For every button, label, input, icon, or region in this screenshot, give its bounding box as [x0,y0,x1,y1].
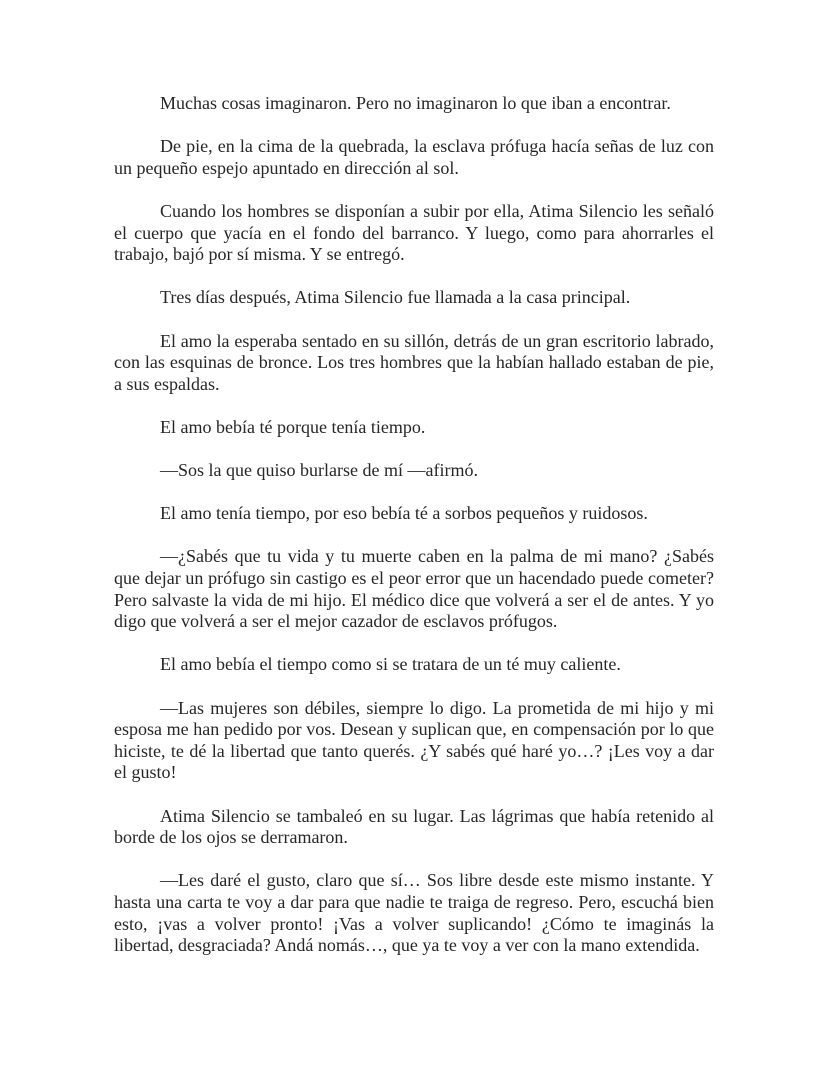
paragraph: Tres días después, Atima Silencio fue llamada a la casa principal. [160,287,631,308]
paragraph: Cuando los hombres se disponían a subir por ella, Atima Silencio les señaló el cuerpo que yacía en el fondo del barranco. Y luego, como para ahorrarles el trabajo, bajó por sí misma. Y se entregó. [114,200,714,265]
text-block [114,93,714,957]
paragraph-dialogue: —Les daré el gusto, claro que sí… Sos libre desde este mismo instante. Y hasta una carta te voy a dar para que nadie te traiga de regreso. Pero, escuchá bien esto, ¡vas a volver pronto! ¡Vas a volver suplicando! ¿Cómo te imaginás la libertad, desgraciada? Andá nomás…, que ya te voy a ver con la mano extendida. [114,870,714,956]
paragraph: El amo la esperaba sentado en su sillón, detrás de un gran escritorio labrado, con las esquinas de bronce. Los tres hombres que la habían hallado estaban de pie, a sus espaldas. [114,330,714,394]
paragraph-dialogue: —Las mujeres son débiles, siempre lo digo. La prometida de mi hijo y mi esposa me han pedido por vos. Desean y suplican que, en compensación por lo que hiciste, te dé la libertad que tanto querés. ¿Y sabés qué haré yo…? ¡Les voy a dar el gusto! [114,697,714,783]
paragraph: El amo bebía el tiempo como si se tratara de un té muy caliente. [160,654,621,675]
paragraph: Muchas cosas imaginaron. Pero no imaginaron lo que iban a encontrar. [160,93,671,113]
paragraph-dialogue: —¿Sabés que tu vida y tu muerte caben en la palma de mi mano? ¿Sabés que dejar un prófugo sin castigo es el peor error que un hacendado puede cometer? Pero salvaste la vida de mi hijo. El médico dice que volverá a ser el de antes. Y yo digo que volverá a ser el mejor cazador de esclavos prófugos. [114,546,714,632]
paragraph-dialogue: —Sos la que quiso burlarse de mí —afirmó. [160,460,478,481]
paragraph: De pie, en la cima de la quebrada, la esclava prófuga hacía señas de luz con un pequeño espejo apuntado en dirección al sol. [114,136,714,178]
paragraph: El amo tenía tiempo, por eso bebía té a sorbos pequeños y ruidosos. [160,503,648,524]
paragraph: Atima Silencio se tambaleó en su lugar. Las lágrimas que había retenido al borde de los ojos se derramaron. [114,805,714,848]
paragraph: El amo bebía té porque tenía tiempo. [160,416,426,437]
